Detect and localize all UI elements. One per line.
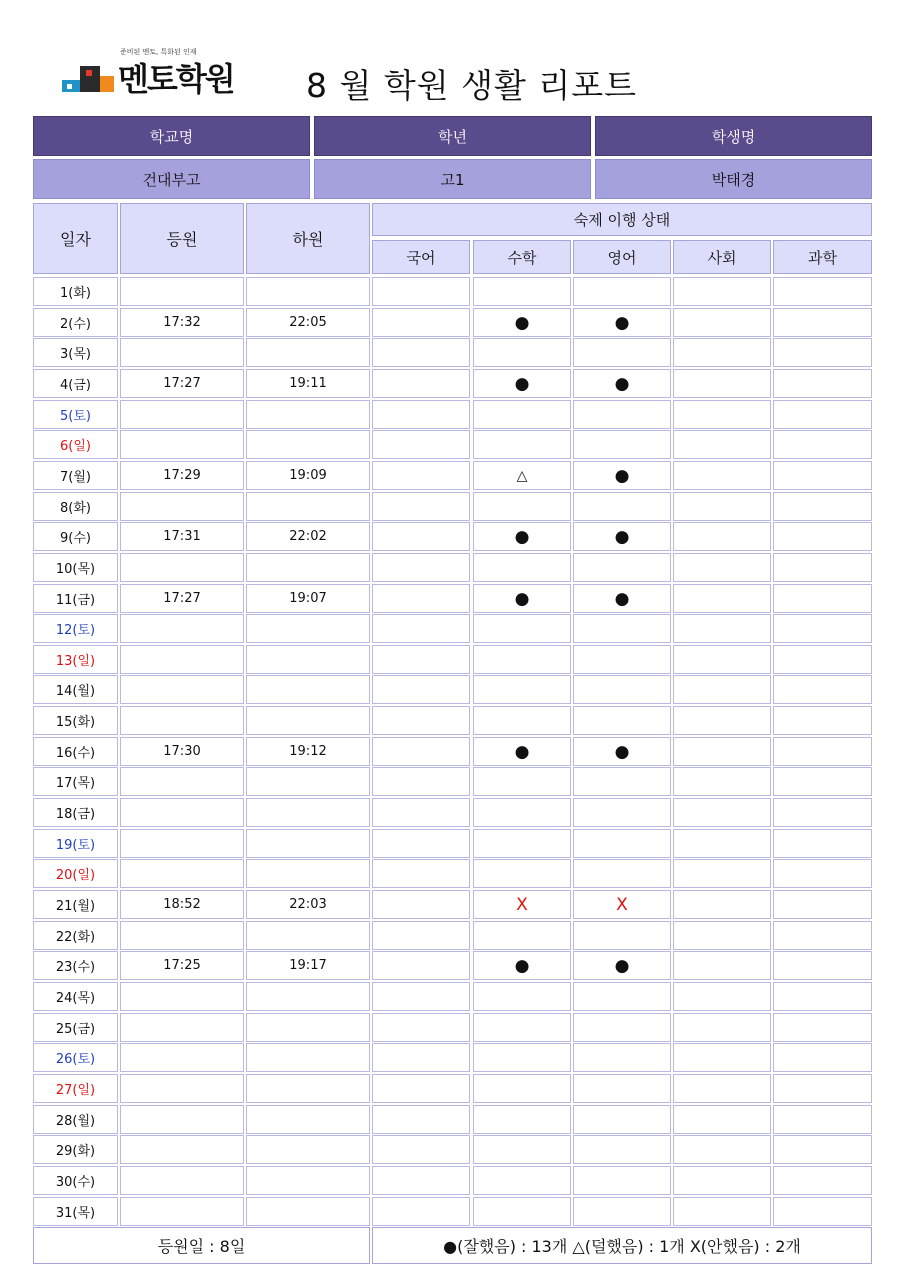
row-homework-mark	[372, 1135, 470, 1164]
row-homework-mark: ●	[573, 737, 671, 766]
row-homework-mark: ●	[473, 522, 571, 551]
row-homework-mark	[773, 1166, 872, 1195]
row-homework-mark	[673, 737, 771, 766]
row-checkin: 17:32	[120, 308, 244, 337]
row-date: 23(수)	[33, 951, 118, 980]
row-checkin	[120, 430, 244, 459]
row-date: 8(화)	[33, 492, 118, 521]
row-date: 4(금)	[33, 369, 118, 398]
row-homework-mark	[673, 890, 771, 919]
row-homework-mark	[673, 1135, 771, 1164]
row-homework-mark	[473, 1074, 571, 1103]
row-homework-mark	[372, 982, 470, 1011]
row-homework-mark	[372, 951, 470, 980]
row-homework-mark	[473, 675, 571, 704]
row-checkout: 19:11	[246, 369, 370, 398]
row-homework-mark: ●	[573, 369, 671, 398]
row-homework-mark	[473, 1197, 571, 1226]
row-homework-mark	[473, 492, 571, 521]
row-homework-mark	[673, 1105, 771, 1134]
row-homework-mark	[773, 706, 872, 735]
row-homework-mark: ●	[473, 308, 571, 337]
row-homework-mark	[473, 277, 571, 306]
row-checkout	[246, 553, 370, 582]
subject-social: 사회	[673, 240, 771, 274]
row-homework-mark	[573, 338, 671, 367]
row-homework-mark	[372, 492, 470, 521]
row-checkin	[120, 1135, 244, 1164]
grade-value: 고1	[314, 159, 591, 199]
row-date: 26(토)	[33, 1043, 118, 1072]
row-homework-mark	[673, 1074, 771, 1103]
row-homework-mark	[372, 767, 470, 796]
row-homework-mark	[573, 921, 671, 950]
row-homework-mark	[573, 675, 671, 704]
row-checkin	[120, 859, 244, 888]
student-header: 학생명	[595, 116, 872, 156]
row-checkin	[120, 829, 244, 858]
row-checkout	[246, 982, 370, 1011]
row-checkout	[246, 1135, 370, 1164]
row-homework-mark	[673, 645, 771, 674]
row-homework-mark	[372, 645, 470, 674]
row-homework-mark	[573, 400, 671, 429]
row-homework-mark	[372, 584, 470, 613]
row-homework-mark	[573, 1166, 671, 1195]
row-homework-mark	[773, 461, 872, 490]
row-date: 19(토)	[33, 829, 118, 858]
row-homework-mark	[773, 982, 872, 1011]
row-date: 20(일)	[33, 859, 118, 888]
col-in-header: 등원	[120, 203, 244, 274]
row-checkout	[246, 338, 370, 367]
row-homework-mark	[773, 951, 872, 980]
row-homework-mark	[372, 1013, 470, 1042]
row-checkin	[120, 1197, 244, 1226]
row-checkin	[120, 614, 244, 643]
row-checkin	[120, 1166, 244, 1195]
row-homework-mark	[372, 859, 470, 888]
row-homework-mark	[673, 829, 771, 858]
row-date: 2(수)	[33, 308, 118, 337]
row-homework-mark	[473, 614, 571, 643]
row-checkout	[246, 1043, 370, 1072]
row-homework-mark: ●	[573, 308, 671, 337]
row-homework-mark	[773, 890, 872, 919]
row-homework-mark	[773, 553, 872, 582]
row-homework-mark: X	[573, 890, 671, 919]
row-homework-mark	[473, 1135, 571, 1164]
row-checkin	[120, 1074, 244, 1103]
row-checkout	[246, 798, 370, 827]
row-checkout	[246, 675, 370, 704]
row-checkout	[246, 859, 370, 888]
row-homework-mark	[372, 369, 470, 398]
row-checkout	[246, 645, 370, 674]
row-homework-mark	[473, 1166, 571, 1195]
row-checkout: 22:05	[246, 308, 370, 337]
row-homework-mark: ●	[473, 584, 571, 613]
subject-science: 과학	[773, 240, 872, 274]
row-date: 18(금)	[33, 798, 118, 827]
row-homework-mark	[372, 614, 470, 643]
row-homework-mark	[372, 1074, 470, 1103]
row-homework-mark	[473, 430, 571, 459]
row-checkin	[120, 1043, 244, 1072]
row-homework-mark	[773, 430, 872, 459]
row-checkout	[246, 614, 370, 643]
row-homework-mark	[773, 798, 872, 827]
row-homework-mark	[372, 522, 470, 551]
row-homework-mark	[773, 369, 872, 398]
row-homework-mark	[473, 859, 571, 888]
row-checkin: 17:31	[120, 522, 244, 551]
row-homework-mark	[372, 1166, 470, 1195]
row-homework-mark	[773, 1197, 872, 1226]
row-homework-mark	[573, 614, 671, 643]
row-homework-mark	[573, 430, 671, 459]
row-homework-mark	[473, 645, 571, 674]
row-date: 27(일)	[33, 1074, 118, 1103]
row-homework-mark	[372, 1043, 470, 1072]
row-homework-mark	[372, 461, 470, 490]
row-homework-mark	[573, 1135, 671, 1164]
row-homework-mark	[673, 859, 771, 888]
homework-summary: ●(잘했음) : 13개 △(덜했음) : 1개 X(안했음) : 2개	[372, 1227, 872, 1264]
row-date: 22(화)	[33, 921, 118, 950]
row-homework-mark	[773, 1135, 872, 1164]
row-homework-mark	[573, 767, 671, 796]
row-date: 21(월)	[33, 890, 118, 919]
row-checkin	[120, 1013, 244, 1042]
row-homework-mark	[673, 308, 771, 337]
row-homework-mark	[473, 829, 571, 858]
row-homework-mark	[773, 584, 872, 613]
school-header: 학교명	[33, 116, 310, 156]
row-date: 17(목)	[33, 767, 118, 796]
row-checkout: 19:07	[246, 584, 370, 613]
row-homework-mark	[673, 1197, 771, 1226]
row-homework-mark	[673, 921, 771, 950]
row-homework-mark	[372, 430, 470, 459]
row-homework-mark	[573, 553, 671, 582]
row-date: 25(금)	[33, 1013, 118, 1042]
row-homework-mark	[673, 492, 771, 521]
row-homework-mark	[573, 1105, 671, 1134]
row-date: 11(금)	[33, 584, 118, 613]
row-homework-mark	[372, 890, 470, 919]
row-homework-mark	[372, 277, 470, 306]
row-homework-mark	[372, 737, 470, 766]
row-checkout	[246, 921, 370, 950]
row-homework-mark	[673, 553, 771, 582]
row-homework-mark	[372, 798, 470, 827]
row-homework-mark: ●	[573, 461, 671, 490]
row-homework-mark	[573, 492, 671, 521]
row-homework-mark	[773, 338, 872, 367]
row-homework-mark	[773, 492, 872, 521]
row-date: 9(수)	[33, 522, 118, 551]
row-homework-mark	[473, 798, 571, 827]
row-homework-mark	[573, 798, 671, 827]
row-homework-mark	[372, 675, 470, 704]
row-checkout	[246, 492, 370, 521]
row-homework-mark	[773, 859, 872, 888]
row-homework-mark	[673, 522, 771, 551]
row-homework-mark	[673, 982, 771, 1011]
row-homework-mark	[673, 1043, 771, 1072]
row-homework-mark: ●	[573, 584, 671, 613]
row-homework-mark	[773, 308, 872, 337]
row-homework-mark	[773, 1074, 872, 1103]
row-checkin	[120, 553, 244, 582]
row-homework-mark	[773, 921, 872, 950]
row-checkout	[246, 706, 370, 735]
row-homework-mark	[573, 1197, 671, 1226]
row-checkout	[246, 1166, 370, 1195]
row-homework-mark	[372, 338, 470, 367]
row-homework-mark	[573, 982, 671, 1011]
row-checkin: 17:29	[120, 461, 244, 490]
row-checkin	[120, 1105, 244, 1134]
row-date: 30(수)	[33, 1166, 118, 1195]
row-homework-mark	[673, 277, 771, 306]
row-checkout	[246, 1074, 370, 1103]
row-homework-mark	[773, 614, 872, 643]
row-homework-mark	[573, 645, 671, 674]
row-checkin	[120, 982, 244, 1011]
row-checkout	[246, 277, 370, 306]
row-homework-mark	[573, 1074, 671, 1103]
row-homework-mark	[573, 859, 671, 888]
row-homework-mark	[673, 798, 771, 827]
row-checkout	[246, 430, 370, 459]
row-date: 15(화)	[33, 706, 118, 735]
row-date: 24(목)	[33, 982, 118, 1011]
row-homework-mark	[473, 706, 571, 735]
row-homework-mark: △	[473, 461, 571, 490]
row-checkout: 22:03	[246, 890, 370, 919]
homework-header: 숙제 이행 상태	[372, 203, 872, 236]
row-date: 28(월)	[33, 1105, 118, 1134]
row-checkin	[120, 675, 244, 704]
row-homework-mark	[473, 338, 571, 367]
row-checkout: 19:17	[246, 951, 370, 980]
row-homework-mark	[673, 706, 771, 735]
row-checkout: 19:09	[246, 461, 370, 490]
row-homework-mark	[372, 400, 470, 429]
academy-logo	[62, 42, 252, 102]
row-checkin	[120, 798, 244, 827]
row-homework-mark	[473, 553, 571, 582]
row-checkin: 17:25	[120, 951, 244, 980]
row-homework-mark	[773, 400, 872, 429]
row-checkout: 22:02	[246, 522, 370, 551]
row-homework-mark	[473, 1013, 571, 1042]
row-checkout	[246, 829, 370, 858]
row-checkin	[120, 400, 244, 429]
row-homework-mark: ●	[473, 737, 571, 766]
row-homework-mark: ●	[573, 522, 671, 551]
row-homework-mark: ●	[473, 951, 571, 980]
row-date: 6(일)	[33, 430, 118, 459]
row-homework-mark: ●	[473, 369, 571, 398]
row-date: 12(토)	[33, 614, 118, 643]
row-date: 29(화)	[33, 1135, 118, 1164]
row-checkin: 17:27	[120, 584, 244, 613]
row-homework-mark	[473, 1043, 571, 1072]
row-homework-mark	[773, 645, 872, 674]
row-homework-mark	[673, 614, 771, 643]
row-homework-mark	[673, 951, 771, 980]
row-checkin: 17:27	[120, 369, 244, 398]
row-checkout	[246, 1197, 370, 1226]
row-homework-mark	[473, 767, 571, 796]
row-homework-mark	[473, 982, 571, 1011]
row-homework-mark	[673, 338, 771, 367]
row-homework-mark	[773, 737, 872, 766]
row-homework-mark	[773, 829, 872, 858]
subject-english: 영어	[573, 240, 671, 274]
row-checkin	[120, 277, 244, 306]
row-homework-mark	[673, 584, 771, 613]
row-checkout	[246, 1013, 370, 1042]
row-date: 1(화)	[33, 277, 118, 306]
row-homework-mark: ●	[573, 951, 671, 980]
row-checkout: 19:12	[246, 737, 370, 766]
row-date: 10(목)	[33, 553, 118, 582]
logo-name: 멘토학원	[118, 60, 234, 98]
row-homework-mark	[673, 369, 771, 398]
row-homework-mark	[372, 829, 470, 858]
row-homework-mark	[773, 1105, 872, 1134]
row-date: 31(목)	[33, 1197, 118, 1226]
row-homework-mark	[573, 829, 671, 858]
row-homework-mark	[673, 675, 771, 704]
row-homework-mark	[773, 1043, 872, 1072]
row-homework-mark	[673, 400, 771, 429]
row-homework-mark	[372, 553, 470, 582]
row-date: 16(수)	[33, 737, 118, 766]
subject-math: 수학	[473, 240, 571, 274]
row-checkin	[120, 767, 244, 796]
grade-header: 학년	[314, 116, 591, 156]
school-value: 건대부고	[33, 159, 310, 199]
row-homework-mark	[372, 706, 470, 735]
logo-tagline: 준비된 멘토, 특화된 인재	[120, 48, 197, 56]
col-date-header: 일자	[33, 203, 118, 274]
logo-bars-icon	[62, 62, 122, 98]
attendance-count: 등원일 : 8일	[33, 1227, 370, 1264]
row-checkin	[120, 492, 244, 521]
row-homework-mark	[673, 1013, 771, 1042]
row-date: 7(월)	[33, 461, 118, 490]
row-checkin	[120, 338, 244, 367]
row-homework-mark	[573, 277, 671, 306]
row-homework-mark	[473, 921, 571, 950]
row-homework-mark	[773, 1013, 872, 1042]
row-homework-mark	[773, 277, 872, 306]
row-homework-mark	[673, 1166, 771, 1195]
row-homework-mark	[773, 522, 872, 551]
row-homework-mark: X	[473, 890, 571, 919]
student-value: 박태경	[595, 159, 872, 199]
row-homework-mark	[473, 1105, 571, 1134]
row-homework-mark	[673, 430, 771, 459]
subject-korean: 국어	[372, 240, 470, 274]
row-homework-mark	[673, 767, 771, 796]
row-homework-mark	[773, 675, 872, 704]
row-checkin	[120, 921, 244, 950]
row-date: 14(월)	[33, 675, 118, 704]
row-checkout	[246, 400, 370, 429]
row-homework-mark	[372, 1105, 470, 1134]
row-homework-mark	[773, 767, 872, 796]
col-out-header: 하원	[246, 203, 370, 274]
row-checkin: 17:30	[120, 737, 244, 766]
row-homework-mark	[573, 1013, 671, 1042]
row-homework-mark	[473, 400, 571, 429]
row-homework-mark	[573, 1043, 671, 1072]
row-homework-mark	[573, 706, 671, 735]
row-homework-mark	[673, 461, 771, 490]
row-checkin: 18:52	[120, 890, 244, 919]
row-checkin	[120, 645, 244, 674]
row-checkout	[246, 1105, 370, 1134]
row-homework-mark	[372, 921, 470, 950]
row-checkin	[120, 706, 244, 735]
row-date: 5(토)	[33, 400, 118, 429]
row-homework-mark	[372, 308, 470, 337]
row-homework-mark	[372, 1197, 470, 1226]
row-checkout	[246, 767, 370, 796]
report-title: 8 월 학원 생활 리포트	[306, 66, 637, 105]
row-date: 13(일)	[33, 645, 118, 674]
row-date: 3(목)	[33, 338, 118, 367]
